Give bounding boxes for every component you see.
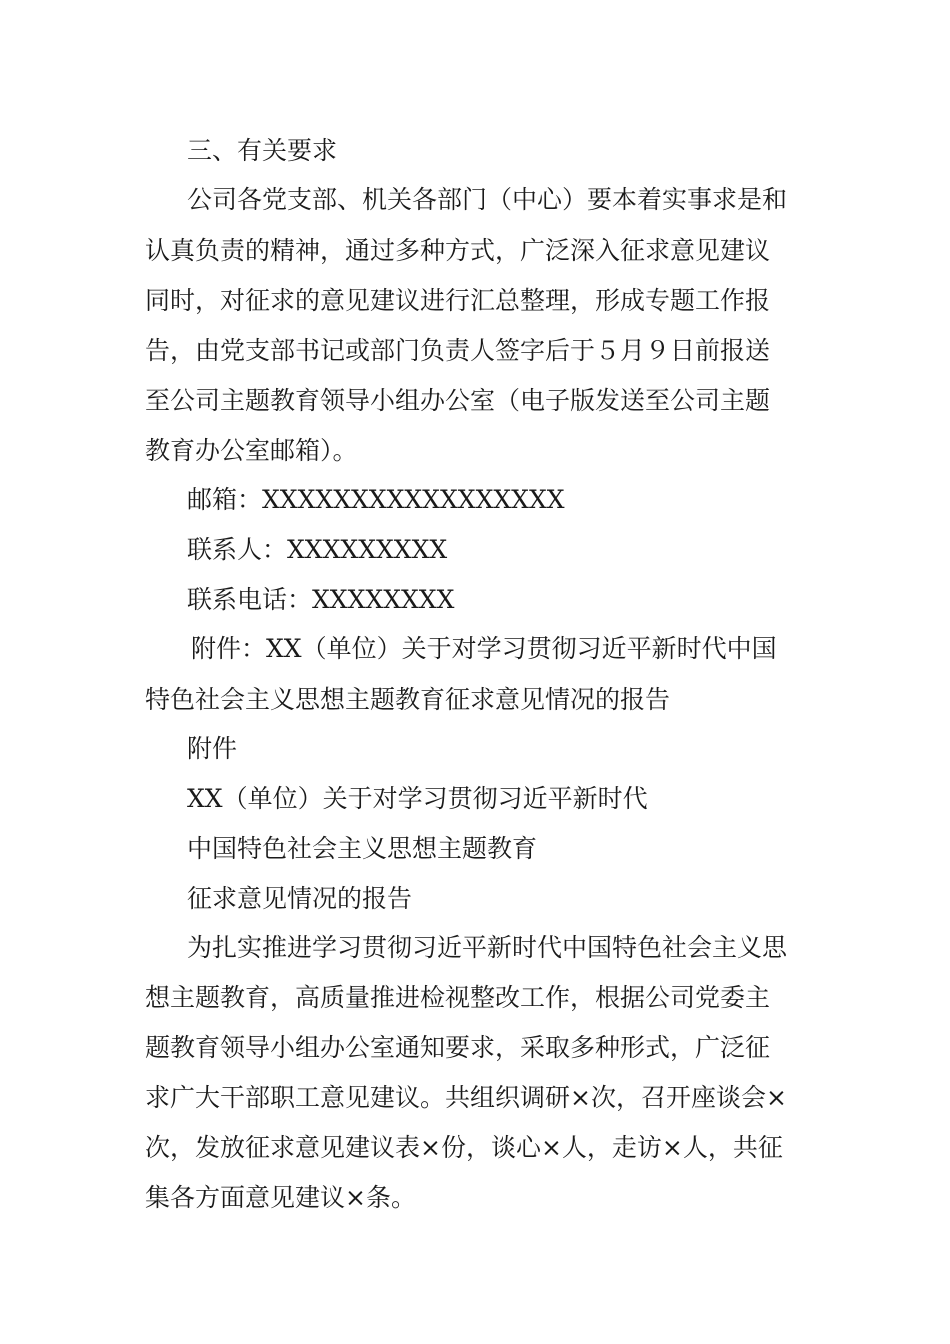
phone-line: 联系电话：XXXXXXXX	[187, 585, 455, 614]
paragraph-line: 集各方面意见建议×条。	[145, 1183, 416, 1212]
report-title-line: 征求意见情况的报告	[187, 884, 413, 913]
paragraph-line: 告，由党支部书记或部门负责人签字后于５月９日前报送	[145, 336, 771, 365]
paragraph-line: 求广大干部职工意见建议。共组织调研×次，召开座谈会×	[145, 1083, 787, 1112]
paragraph-line: 题教育领导小组办公室通知要求，采取多种形式，广泛征	[145, 1033, 771, 1062]
paragraph-line: 为扎实推进学习贯彻习近平新时代中国特色社会主义思	[187, 933, 788, 962]
paragraph-line: 次，发放征求意见建议表×份，谈心×人，走访×人，共征	[145, 1133, 783, 1162]
paragraph-line: 同时，对征求的意见建议进行汇总整理，形成专题工作报	[145, 286, 771, 315]
attachment-label: 附件	[187, 734, 238, 763]
section-heading: 三、有关要求	[187, 136, 338, 165]
report-title-line: 中国特色社会主义思想主题教育	[187, 834, 538, 863]
contact-line: 联系人：XXXXXXXXX	[187, 535, 448, 564]
attachment-note-line: 附件：XX（单位）关于对学习贯彻习近平新时代中国	[191, 634, 777, 663]
paragraph-line: 想主题教育，高质量推进检视整改工作，根据公司党委主	[145, 983, 771, 1012]
report-title-line: XX（单位）关于对学习贯彻习近平新时代	[187, 784, 648, 813]
paragraph-line: 认真负责的精神，通过多种方式，广泛深入征求意见建议	[145, 236, 771, 265]
email-line: 邮箱：XXXXXXXXXXXXXXXXX	[187, 485, 565, 514]
paragraph-line: 公司各党支部、机关各部门（中心）要本着实事求是和	[187, 185, 788, 214]
paragraph-line: 至公司主题教育领导小组办公室（电子版发送至公司主题	[145, 386, 771, 415]
paragraph-line: 教育办公室邮箱）。	[145, 436, 358, 465]
attachment-note-line: 特色社会主义思想主题教育征求意见情况的报告	[145, 685, 671, 714]
